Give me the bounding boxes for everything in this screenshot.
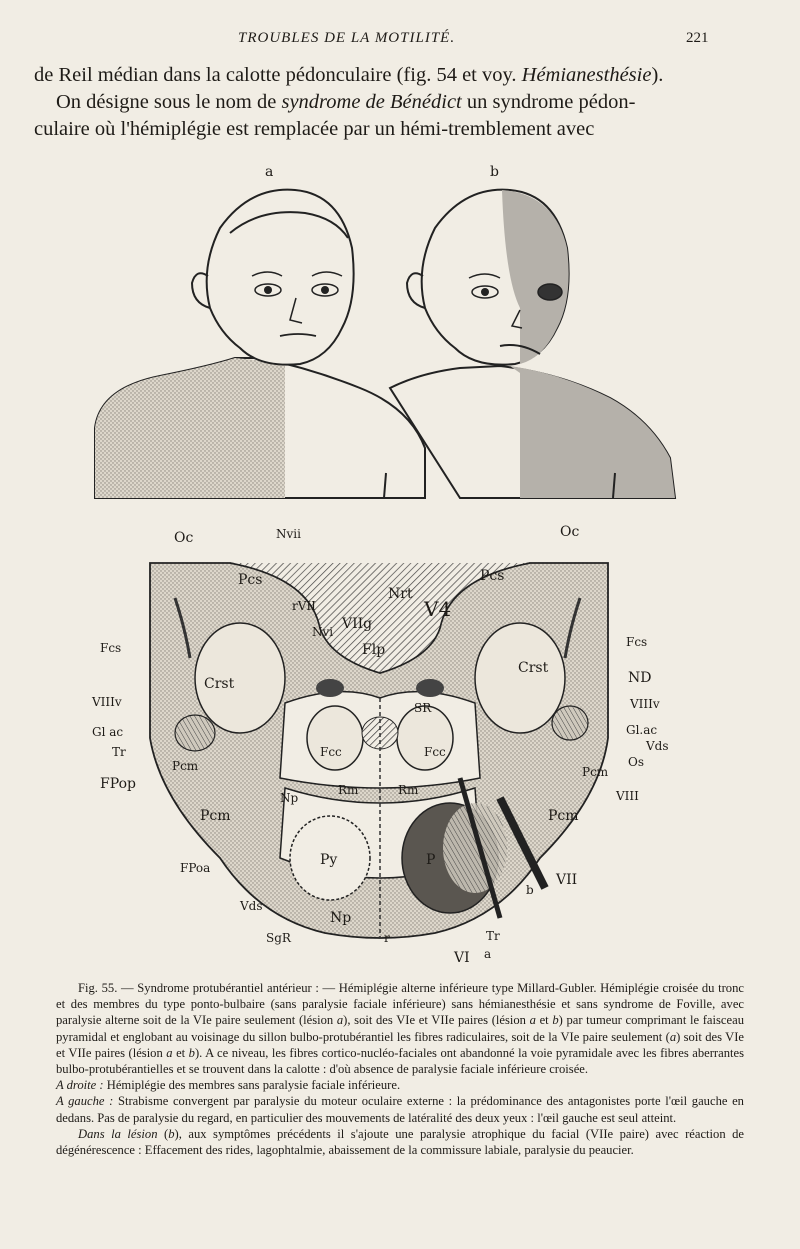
portrait-b <box>390 190 675 498</box>
label-fcc-left: Fcc <box>320 745 342 759</box>
label-a-bottom: a <box>484 947 492 961</box>
caption-p2-it: A droite : <box>56 1078 104 1093</box>
label-py-left: Py <box>320 852 338 868</box>
body-line-1-italic: Hémianesthésie <box>521 64 652 86</box>
caption-p1-f-it: b <box>188 1045 195 1060</box>
body-line-1 <box>34 62 734 89</box>
label-os: Os <box>628 755 644 769</box>
caption-paragraph-3 <box>56 1093 744 1125</box>
caption-p1-a-it: a <box>336 1013 344 1028</box>
caption-p4-a: ( <box>157 1126 169 1141</box>
label-rm-right: Rm <box>398 783 419 797</box>
label-oc-right: Oc <box>560 524 580 540</box>
label-viii: VIII <box>616 789 639 803</box>
figure-illustration <box>80 158 720 978</box>
caption-p1-c: et <box>535 1013 553 1028</box>
figure-caption <box>56 980 744 1158</box>
caption-p1-e: ) soit des VIe et VIIe paires (lésion <box>56 1029 744 1060</box>
label-b-bottom: b <box>526 883 534 897</box>
caption-paragraph-4 <box>56 1126 744 1158</box>
caption-p2: Hémiplégie des membres sans paralysie faciale inférieure. <box>103 1078 401 1093</box>
label-oc-left: Oc <box>174 530 194 546</box>
caption-p1-b-it: a <box>529 1013 536 1028</box>
running-head <box>0 28 800 52</box>
body-line-3: culaire où l'hémiplégie est remplacée par un hémi-tremblement avec <box>34 118 595 140</box>
label-flp: Flp <box>362 642 386 658</box>
label-vi: VI <box>454 950 470 966</box>
label-glac-left: Gl ac <box>92 725 124 739</box>
panel-b-label: b <box>490 164 499 180</box>
figure-55 <box>80 158 720 978</box>
caption-paragraph-2 <box>56 1077 744 1093</box>
label-fcc-right: Fcc <box>424 745 446 759</box>
caption-p4-it: Dans la lésion <box>78 1126 158 1141</box>
label-np-top: Np <box>280 791 299 805</box>
caption-p1-d: ) par tumeur comprimant le faisceau pyramidal et englobant au voisinage du sillon bulbo-protubérantiel les fibres radiculaires, soit de la VIe paire seulement ( <box>56 1013 744 1044</box>
body-line-2-italic: syndrome de Bénédict <box>281 91 462 113</box>
body-line-1-end: ). <box>651 64 664 86</box>
label-tr-left: Tr <box>112 745 126 759</box>
label-fpoa: FPoa <box>180 861 211 875</box>
caption-p1-e-it: a <box>166 1045 173 1060</box>
label-pcm-small-right: Pcm <box>582 765 609 779</box>
label-nrt: Nrt <box>388 586 413 602</box>
label-fcs-right: Fcs <box>626 635 648 649</box>
body-line-2-start: On désigne sous le nom de <box>56 91 282 113</box>
label-viiiv-right: VIIIv <box>630 697 660 711</box>
body-line-2 <box>34 89 734 116</box>
label-viig: VIIg <box>342 616 373 632</box>
running-title: TROUBLES DE LA MOTILITÉ. <box>238 30 456 46</box>
caption-p1-g: ). A ce niveau, les fibres cortico-nucléo-faciales ont abandonné la voie pyramidale avec les fibres aberrantes bulbo-protubérantielles et se trouvent dans la calotte : d'où absence de paralysie faciale inférieure croisée. <box>56 1045 744 1077</box>
label-fpop: FPop <box>100 776 136 792</box>
body-line-1-start: de Reil médian dans la calotte pédonculaire (fig. 54 et voy. <box>34 64 522 86</box>
caption-p1-c-it: b <box>552 1013 559 1028</box>
label-pcs-right: Pcs <box>480 568 505 584</box>
body-line-2-end: un syndrome pédon- <box>461 91 636 113</box>
panel-a-label: a <box>265 164 274 180</box>
caption-p3-it: A gauche : <box>56 1094 114 1109</box>
caption-p1-b: ), soit des VIe et VIIe paires (lésion <box>343 1013 530 1028</box>
caption-paragraph-1 <box>56 980 744 1077</box>
caption-p3: Strabisme convergent par paralysie du moteur oculaire externe : la prédominance des antagonistes porte l'œil gauche en dedans. Pas de paralysie du regard, en particulier des mouvements de latéralité des deux yeux : l'œil gauche est seul atteint. <box>56 1094 744 1125</box>
label-np-bottom: Np <box>330 910 352 926</box>
label-fcs-left: Fcs <box>100 641 122 655</box>
label-vds-right: Vds <box>646 739 669 753</box>
label-nd: ND <box>628 670 652 686</box>
label-r: r <box>384 931 390 945</box>
label-sgr: SgR <box>266 931 291 945</box>
label-vii-bottom: VII <box>556 872 578 888</box>
brainstem-section <box>150 563 608 938</box>
label-glac-right: Gl.ac <box>626 723 658 737</box>
label-py-right: P <box>426 852 436 868</box>
label-pcs-left: Pcs <box>238 572 263 588</box>
caption-p1-a: Fig. 55. — Syndrome protubérantiel antérieur : — Hémiplégie alterne inférieure type Millard-Gubler. Hémiplégie croisée du tronc et des membres du type ponto-bulbaire (sans paralysie faciale inférieure) sans hémianesthésie et sans syndrome de Foville, avec paralysie alterne soit de la VIe paire seulement (lésion <box>56 981 744 1028</box>
label-crst-left: Crst <box>204 676 235 692</box>
label-tr-right: Tr <box>486 929 500 943</box>
label-rm-left: Rm <box>338 783 359 797</box>
caption-p4-b-it: b <box>168 1126 175 1141</box>
caption-p4-b: ), aux symptômes précédents il s'ajoute une paralysie atrophique du facial (VIIe paire) avec réaction de dégénérescence : Effacement des rides, lagophtalmie, abaissement de la commissure labiale, paralysie du peaucier. <box>56 1126 745 1158</box>
portrait-a <box>95 190 425 498</box>
label-viiiv-left: VIIIv <box>92 695 122 709</box>
caption-p1-f: et <box>172 1045 189 1060</box>
label-pcm-right: Pcm <box>548 808 579 824</box>
label-nvi: Nvi <box>312 625 334 639</box>
label-v4: V4 <box>424 597 452 621</box>
label-pcm-left: Pcm <box>200 808 231 824</box>
label-nvii: Nvii <box>276 527 301 541</box>
label-pcm-small-left: Pcm <box>172 759 199 773</box>
label-crst-right: Crst <box>518 660 549 676</box>
body-text <box>34 62 734 143</box>
page-number: 221 <box>686 30 709 46</box>
label-sr: SR <box>414 701 432 715</box>
label-rvii: rVII <box>292 599 316 613</box>
caption-p1-d-it: a <box>669 1029 677 1044</box>
label-vds-left: Vds <box>240 899 263 913</box>
